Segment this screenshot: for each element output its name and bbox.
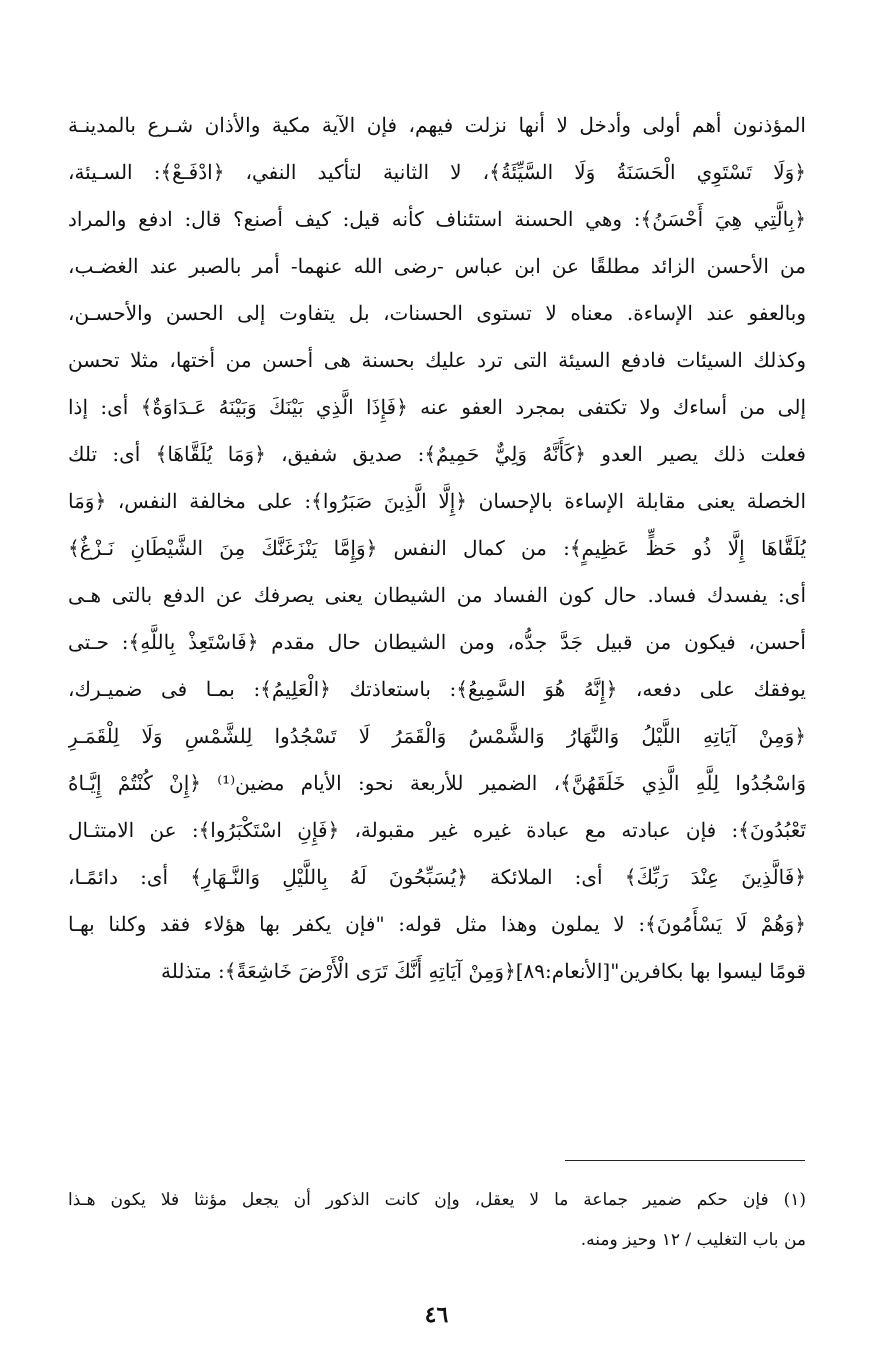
text-line: يوفقك على دفعه، ﴿إِنَّهُ هُوَ السَّمِيعُ﴾: باستعاذتك ﴿الْعَلِيمُ﴾: بمـا فى ضميـرك،: [68, 677, 806, 701]
text-line: إلى من أساءك ولا تكتفى بمجرد العفو عنه ﴿فَإِذَا الَّذِي بَيْنَكَ وَبَيْنَهُ عَـدَاوَةٌ﴾ أى: إذا: [68, 395, 806, 419]
text-line: ﴿بِالَّتِي هِيَ أَحْسَنُ﴾: وهي الحسنة استئناف كأنه قيل: كيف أصنع؟ قال: ادفع والمراد: [68, 207, 806, 231]
text-line: قومًا ليسوا بها بكافرين"[الأنعام:٨٩]﴿وَمِنْ آيَاتِهِ أَنَّكَ تَرَى الْأَرْضَ خَاشِعَةً﴾: متذللة: [160, 959, 806, 983]
text-line: وبالعفو عند الإساءة. معناه لا تستوى الحسنات، بل يتفاوت إلى الحسن والأحسـن،: [68, 301, 806, 325]
main-text-block: [68, 102, 806, 995]
text-line: من الأحسن الزائد مطلقًا عن ابن عباس -رضى الله عنهما- أمر بالصبر عند الغضـب،: [68, 254, 806, 278]
footnote-line: (١) فإن حكم ضمير جماعة ما لا يعقل، وإن كانت الذكور أن يجعل مؤنثا فلا يكون هـذا: [68, 1190, 806, 1210]
text-line: الخصلة يعنى مقابلة الإساءة بالإحسان ﴿إِلَّا الَّذِينَ صَبَرُوا﴾: على مخالفة النفس، ﴿وَمَا: [68, 489, 806, 513]
text-line: يُلَقَّاهَا إِلَّا ذُو حَظٍّ عَظِيمٍ﴾: من كمال النفس ﴿وَإِمَّا يَنْزَغَنَّكَ مِنَ الشَّيْطَانِ نَـزْغٌ﴾: [68, 536, 806, 560]
footnote-line: من باب التغليب / ١٢ وحيز ومنه.: [580, 1230, 806, 1250]
text-line: وَاسْجُدُوا لِلَّهِ الَّذِي خَلَقَهُنَّ﴾، الضمير للأربعة نحو: الأيام مضين⁽¹⁾ ﴿إِنْ كُنْتُمْ إِيَّـاهُ: [68, 771, 806, 795]
text-line: تَعْبُدُونَ﴾: فإن عبادته مع عبادة غيره غير مقبولة، ﴿فَإِنِ اسْتَكْبَرُوا﴾: عن الامتثـال: [68, 818, 806, 842]
text-line: ﴿وَمِنْ آيَاتِهِ اللَّيْلُ وَالنَّهَارُ وَالشَّمْسُ وَالْقَمَرُ لَا تَسْجُدُوا لِلشَّمْسِ وَلَا لِلْقَمَـرِ: [68, 724, 806, 748]
text-line: أى: يفسدك فساد. حال كون الفساد من الشيطان يعنى يصرفك عن الدفع بالتى هـى: [68, 583, 806, 607]
text-line: ﴿وَلَا تَسْتَوِي الْحَسَنَةُ وَلَا السَّيِّئَةُ﴾، لا الثانية لتأكيد النفي، ﴿ادْفَـعْ﴾: السـيئة،: [68, 160, 806, 184]
text-line: أحسن، فيكون من قبيل جَدَّ جدُّه، ومن الشيطان حال مقدم ﴿فَاسْتَعِذْ بِاللَّهِ﴾: حـتى: [68, 630, 806, 654]
text-line: ﴿وَهُمْ لَا يَسْأَمُونَ﴾: لا يملون وهذا مثل قوله: "فإن يكفر بها هؤلاء فقد وكلنا بهـا: [68, 912, 806, 936]
text-line: ﴿فَالَّذِينَ عِنْدَ رَبِّكَ﴾ أى: الملائكة ﴿يُسَبِّحُونَ لَهُ بِاللَّيْلِ وَالنَّـهَارِ﴾ أى: دائمًـا،: [68, 865, 806, 889]
page-number: ٤٦: [424, 1302, 449, 1328]
footnote-separator: [565, 1160, 805, 1161]
text-line: المؤذنون أهم أولى وأدخل لا أنها نزلت فيهم، فإن الآية مكية والأذان شـرع بالمدينـة: [68, 113, 806, 137]
text-line: فعلت ذلك يصير العدو ﴿كَأَنَّهُ وَلِيٌّ حَمِيمٌ﴾: صديق شفيق، ﴿وَمَا يُلَقَّاهَا﴾ أى: تلك: [68, 442, 806, 466]
footnote-block: [68, 1180, 806, 1260]
text-line: وكذلك السيئات فادفع السيئة التى ترد عليك بحسنة هى أحسن من أختها، مثلا تحسن: [68, 348, 806, 372]
